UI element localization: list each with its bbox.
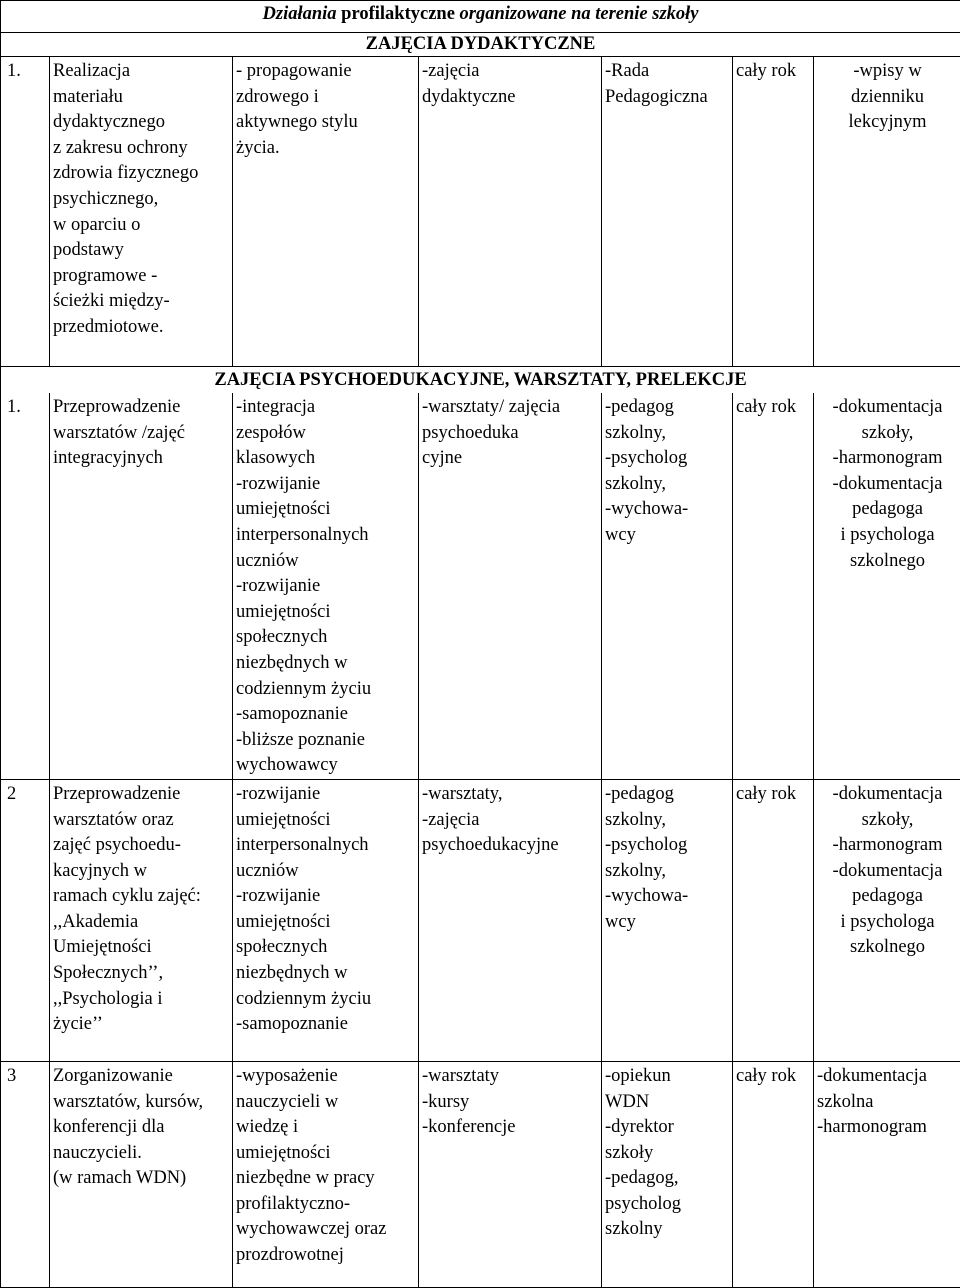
title-italic-rest: organizowane na terenie szkoły xyxy=(460,4,699,24)
row-number: 2 xyxy=(1,779,50,1061)
goals-cell: -integracja zespołów klasowych -rozwijanie umiejętności interpersonalnych uczniów -rozwijanie umiejętności społecznych niezbędnych w codziennym życiu -samopoznanie -bliższe poznanie wychowawcy xyxy=(233,393,419,779)
table-row xyxy=(1,779,960,1061)
title-bold-part: profilaktyczne xyxy=(341,4,455,24)
term-cell: cały rok xyxy=(733,57,814,367)
evaluation-cell: -dokumentacja szkoły, -harmonogram -dokumentacja pedagoga i psychologa szkolnego xyxy=(814,779,960,1061)
document-title xyxy=(1,1,960,33)
goals-cell: -wyposażenie nauczycieli w wiedzę i umiejętności niezbędne w pracy profilaktyczno- wychowawczej oraz prozdrowotnej xyxy=(233,1061,419,1287)
row-number: 1. xyxy=(1,57,50,367)
task-cell: Zorganizowanie warsztatów, kursów, konferencji dla nauczycieli. (w ramach WDN) xyxy=(50,1061,233,1287)
term-cell: cały rok xyxy=(733,1061,814,1287)
section-heading-row xyxy=(1,367,960,394)
responsible-cell: -opiekun WDN -dyrektor szkoły -pedagog, psycholog szkolny xyxy=(602,1061,733,1287)
goals-cell: -rozwijanie umiejętności interpersonalnych uczniów -rozwijanie umiejętności społecznych niezbędnych w codziennym życiu -samopoznanie xyxy=(233,779,419,1061)
table-row xyxy=(1,1061,960,1287)
forms-cell: -warsztaty -kursy -konferencje xyxy=(419,1061,602,1287)
row-number: 3 xyxy=(1,1061,50,1287)
title-italic-part: Działania xyxy=(263,4,337,24)
evaluation-cell: -dokumentacja szkolna -harmonogram xyxy=(814,1061,960,1287)
forms-cell: -zajęcia dydaktyczne xyxy=(419,57,602,367)
forms-cell: -warsztaty/ zajęcia psychoeduka cyjne xyxy=(419,393,602,779)
section-heading-row xyxy=(1,33,960,57)
title-row xyxy=(1,1,960,33)
section-heading-dydaktyczne: ZAJĘCIA DYDAKTYCZNE xyxy=(1,33,960,57)
forms-cell: -warsztaty, -zajęcia psychoedukacyjne xyxy=(419,779,602,1061)
row-number: 1. xyxy=(1,393,50,779)
responsible-cell: -Rada Pedagogiczna xyxy=(602,57,733,367)
responsible-cell: -pedagog szkolny, -psycholog szkolny, -wychowa- wcy xyxy=(602,393,733,779)
task-cell: Przeprowadzenie warsztatów /zajęć integracyjnych xyxy=(50,393,233,779)
term-cell: cały rok xyxy=(733,779,814,1061)
evaluation-cell: -wpisy w dzienniku lekcyjnym xyxy=(814,57,960,367)
table-row xyxy=(1,57,960,367)
responsible-cell: -pedagog szkolny, -psycholog szkolny, -wychowa- wcy xyxy=(602,779,733,1061)
task-cell: Realizacja materiału dydaktycznego z zakresu ochrony zdrowia fizycznego psychicznego, w oparciu o podstawy programowe - ścieżki między- przedmiotowe. xyxy=(50,57,233,367)
table-row xyxy=(1,393,960,779)
task-cell: Przeprowadzenie warsztatów oraz zajęć psychoedu- kacyjnych w ramach cyklu zajęć: ,,Akademia Umiejętności Społecznych’’, ,,Psychologia i życie’’ xyxy=(50,779,233,1061)
goals-cell: - propagowanie zdrowego i aktywnego stylu życia. xyxy=(233,57,419,367)
term-cell: cały rok xyxy=(733,393,814,779)
section-heading-psychoedukacyjne: ZAJĘCIA PSYCHOEDUKACYJNE, WARSZTATY, PRELEKCJE xyxy=(1,367,960,394)
evaluation-cell: -dokumentacja szkoły, -harmonogram -dokumentacja pedagoga i psychologa szkolnego xyxy=(814,393,960,779)
